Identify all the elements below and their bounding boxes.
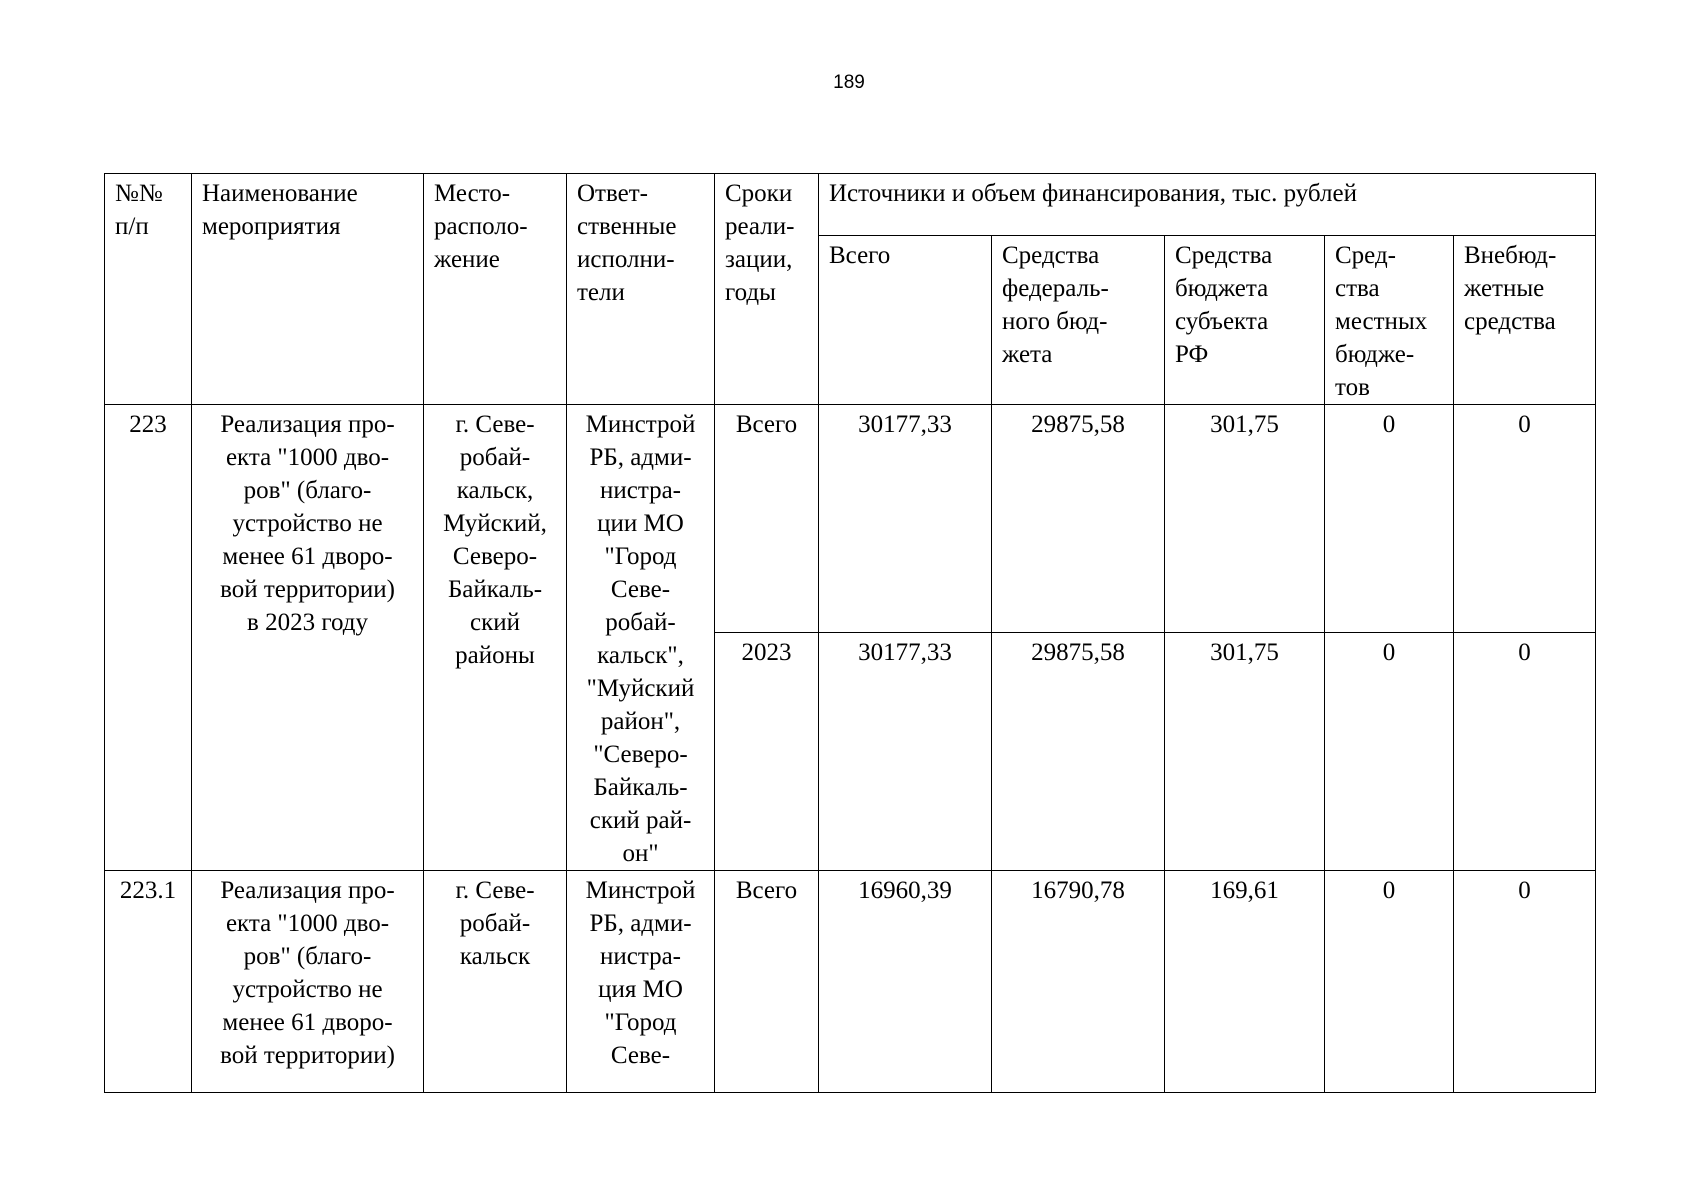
row-regional: 169,61 (1165, 871, 1325, 1093)
row-num: 223 (105, 405, 192, 871)
row-regional: 301,75 (1165, 632, 1325, 870)
table-row (105, 405, 1596, 633)
header-federal: Средства федераль- ного бюд- жета (992, 236, 1165, 405)
header-total: Всего (819, 236, 992, 405)
row-location: г. Севе- робай- кальск, Муйский, Северо- Байкаль- ский районы (424, 405, 567, 871)
row-location: г. Севе- робай- кальск (424, 871, 567, 1093)
header-name: Наименование мероприятия (192, 174, 424, 405)
table-row (105, 871, 1596, 1093)
row-federal: 29875,58 (992, 632, 1165, 870)
row-federal: 16790,78 (992, 871, 1165, 1093)
header-location: Место- располо- жение (424, 174, 567, 405)
row-name: Реализация про- екта "1000 дво- ров" (благо- устройство не менее 61 дворо- вой территории) в 2023 году (192, 405, 424, 871)
header-funding: Источники и объем финансирования, тыс. рублей (819, 174, 1596, 236)
row-term: Всего (715, 871, 819, 1093)
header-local: Сред- ства местных бюдже- тов (1325, 236, 1454, 405)
page-number: 189 (833, 72, 865, 93)
row-responsible: Минстрой РБ, адми- нистра- ции МО "Город Севе- робай- кальск", "Муйский район", "Северо- Байкаль- ский рай- он" (567, 405, 715, 871)
row-extra: 0 (1454, 871, 1596, 1093)
row-term: Всего (715, 405, 819, 633)
row-federal: 29875,58 (992, 405, 1165, 633)
funding-table (104, 173, 1596, 1093)
row-extra: 0 (1454, 405, 1596, 633)
row-total: 30177,33 (819, 632, 992, 870)
row-total: 30177,33 (819, 405, 992, 633)
row-local: 0 (1325, 405, 1454, 633)
row-name: Реализация про- екта "1000 дво- ров" (благо- устройство не менее 61 дворо- вой территории) (192, 871, 424, 1093)
row-num: 223.1 (105, 871, 192, 1093)
header-extra: Внебюд- жетные средства (1454, 236, 1596, 405)
row-local: 0 (1325, 871, 1454, 1093)
header-row-1 (105, 174, 1596, 236)
row-responsible: Минстрой РБ, адми- нистра- ция МО "Город Севе- (567, 871, 715, 1093)
row-term: 2023 (715, 632, 819, 870)
header-regional: Средства бюджета субъекта РФ (1165, 236, 1325, 405)
header-num: №№ п/п (105, 174, 192, 405)
row-extra: 0 (1454, 632, 1596, 870)
row-total: 16960,39 (819, 871, 992, 1093)
row-local: 0 (1325, 632, 1454, 870)
header-terms: Сроки реали- зации, годы (715, 174, 819, 405)
row-regional: 301,75 (1165, 405, 1325, 633)
header-responsible: Ответ- ственные исполни- тели (567, 174, 715, 405)
